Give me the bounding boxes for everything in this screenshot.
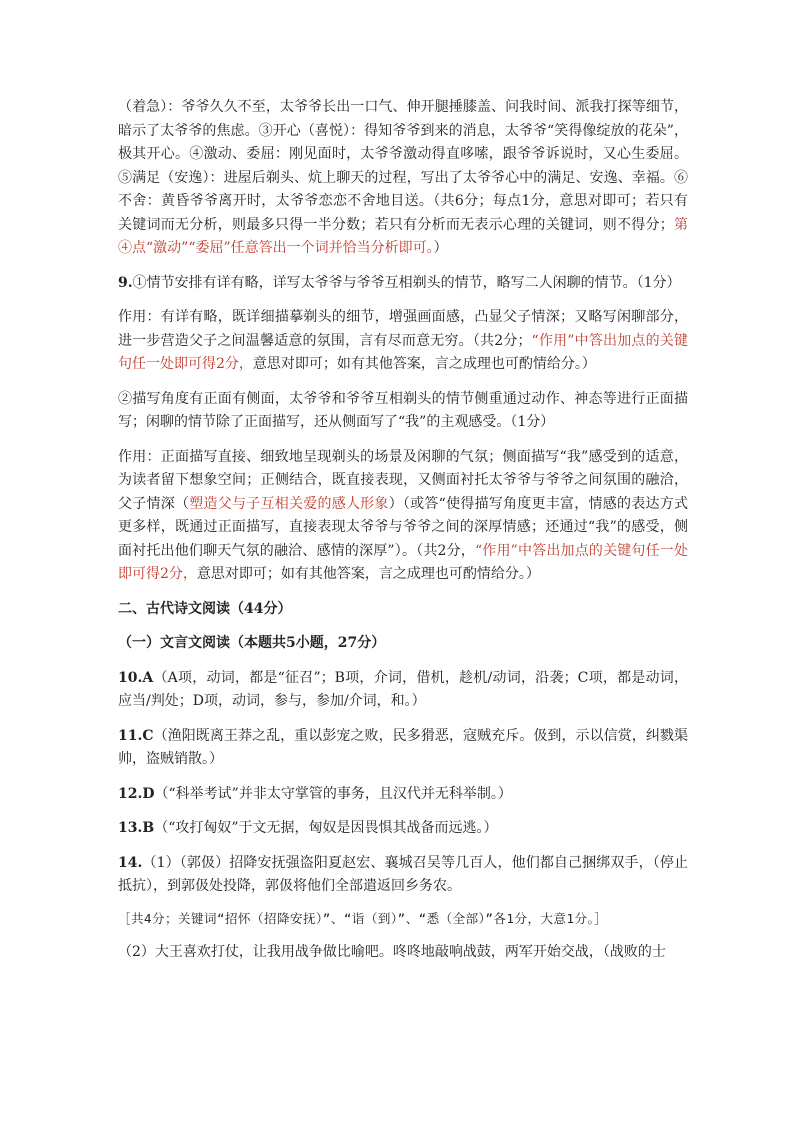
answer-text: （“科举考试”并非太守掌管的事务，且汉代并无科举制。） <box>154 785 512 802</box>
answer-q9-part1 <box>118 272 688 296</box>
document-page <box>118 96 688 965</box>
question-number: 14. <box>118 854 143 871</box>
subsection-heading: （一）文言文阅读（本题共5小题，27分） <box>118 635 386 651</box>
answer-text-end: ） <box>433 240 448 256</box>
answer-text: （着急）：爷爷久久不至，太爷爷长出一口气、伸开腿捶膝盖、问我时间、派我打探等细节，暗示了太爷爷的焦虑。③开心（喜悦）：得知爷爷到来的消息，太爷爷“笑得像绽放的花朵”，极其开心。④激动、委屈：刚见面时，太爷爷激动得直哆嗦，跟爷爷诉说时，又心生委屈。⑤满足（安逸）：进屋后剃头、炕上聊天的过程，写出了太爷爷心中的满足、安逸、幸福。⑥不舍：黄昏爷爷离开时，太爷爷恋恋不舍地目送。（共6分；每点1分，意思对即可；若只有关键词而无分析，则最多只得一半分数；若只有分析而无表示心理的关键词，则不得分； <box>118 99 688 233</box>
question-number: 12.D <box>118 785 155 802</box>
answer-q10 <box>118 667 688 714</box>
scoring-note: ［共4分；关键词“招怀（招降安抚）”、“诣（到）”、“悉（全部）”各1分，大意1分。］ <box>118 910 608 926</box>
answer-q11 <box>118 725 688 772</box>
answer-q9-part2: ②描写角度有正面有侧面，太爷爷和爷爷互相剃头的情节侧重通过动作、神态等进行正面描写；闲聊的情节除了正面描写，还从侧面写了“我”的主观感受。（1分） <box>118 390 688 430</box>
question-number: 9. <box>118 274 133 291</box>
highlighted-note: 塑造父与子互相关爱的感人形象 <box>189 495 389 512</box>
answer-q14-part2: （2）大王喜欢打仗，让我用战争做比喻吧。咚咚地敲响战鼓，两军开始交战，（战败的士 <box>118 944 666 960</box>
answer-q12 <box>118 783 688 807</box>
question-number: 11.C <box>118 727 154 744</box>
answer-text: ①情节安排有详有略，详写太爷爷与爷爷互相剃头的情节，略写二人闲聊的情节。（1分） <box>132 274 681 291</box>
answer-text-end: 意思对即可；如有其他答案，言之成理也可酌情给分。） <box>252 356 596 372</box>
answer-text: （渔阳既离王莽之乱，重以彭宠之败，民多猾恶，寇贼充斥。伋到，示以信赏，纠戮渠帅，盗贼销散。） <box>118 727 688 767</box>
answer-q8-continued <box>118 96 688 261</box>
answer-text: 作用：有详有略，既详细描摹剃头的细节，增强画面感，凸显父子情深；又略写闲聊部分，进一步营造父子之间温馨适意的氛围，言有尽而意无穷。（共2分； <box>118 309 688 349</box>
answer-text-end: 意思对即可；如有其他答案，言之成理也可酌情给分。） <box>196 566 540 582</box>
highlighted-note: 第④点“激动”“委屈”任意答出一个词并恰当分析即可。 <box>118 216 689 256</box>
highlighted-note: “作用”中答出加点的关键句任一处即可得2分， <box>118 542 688 582</box>
highlighted-note: “作用”中答出加点的关键句任一处即可得2分， <box>118 332 688 372</box>
answer-q9-part2-effect <box>118 446 688 587</box>
section-heading: 二、古代诗文阅读（44分） <box>118 600 292 617</box>
question-number: 13.B <box>118 820 155 836</box>
answer-text: （A项，动词，都是“征召”；B项，介词，借机，趁机/动词，沿袭；C项，都是动词，应当/判处；D项，动词，参与，参加/介词，和。） <box>118 669 688 709</box>
question-number: 10.A <box>118 669 154 686</box>
answer-text: ）（或答“使得描写角度更丰富，情感的表达方式更多样，既通过正面描写，直接表现太爷爷与爷爷之间的深厚情感；还通过“我”的感受，侧面衬托出他们聊天气氛的融洽、感情的深厚”）。（共2分， <box>118 495 689 559</box>
answer-q13 <box>118 817 688 841</box>
answer-text: （1）（郭伋）招降安抚强盗阳夏赵宏、襄城召吴等几百人，他们都自己捆绑双手，（停止抵抗），到郭伋处投降，郭伋将他们全部遣返回乡务农。 <box>118 854 688 894</box>
answer-q14-part1 <box>118 852 688 899</box>
answer-text: 作用：正面描写直接、细致地呈现剃头的场景及闲聊的气氛；侧面描写“我”感受到的适意，为读者留下想象空间；正侧结合，既直接表现，又侧面衬托太爷爷与爷爷之间氛围的融洽，父子情深（ <box>118 448 688 512</box>
answer-q9-part1-effect <box>118 306 688 377</box>
answer-text: （“攻打匈奴”于文无据，匈奴是因畏惧其战备而远逃。） <box>154 820 498 836</box>
